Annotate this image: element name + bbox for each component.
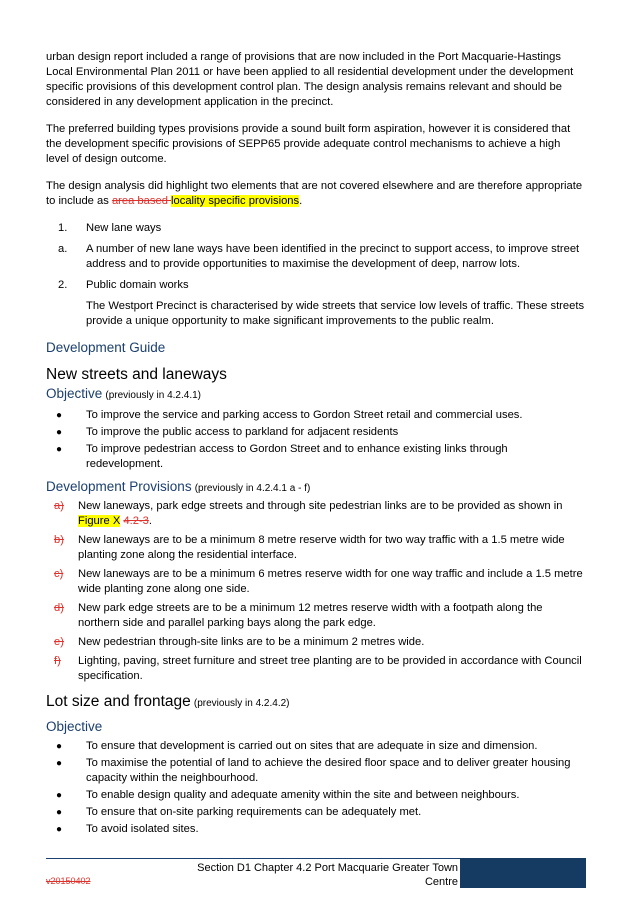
list-item: ● To ensure that development is carried out on sites that are adequate in size and dimension. <box>46 739 586 754</box>
list-item: ● To improve pedestrian access to Gordon Street and to enhance existing links through redevelopment. <box>46 442 586 472</box>
list-marker: f) <box>54 655 61 667</box>
intro-paragraph-2: The preferred building types provisions provide a sound built form aspiration, however it is considered that the development specific provisions of SEPP65 provide adequate control mechanisms to achieve a high level of design outcome. <box>46 123 571 165</box>
list-number: 2. <box>58 279 68 291</box>
list-item: f) Lighting, paving, street furniture and street tree planting are to be provided in accordance with Council specification. <box>46 654 586 684</box>
provisions-list <box>46 499 586 684</box>
provisions-heading <box>46 478 586 496</box>
p3-text: The design analysis did highlight two elements that are not covered elsewhere and are therefore appropriate to include as <box>46 180 583 207</box>
lot-heading <box>46 692 586 712</box>
lot-objective-heading: Objective <box>46 719 103 734</box>
bullet-icon: ● <box>56 444 63 455</box>
list-item: ● To maximise the potential of land to achieve the desired floor space and to deliver greater housing capacity within the neighbourhood. <box>46 756 586 786</box>
bullet-icon: ● <box>56 824 63 835</box>
footer-rule <box>46 858 460 859</box>
document-page <box>46 50 586 839</box>
public-domain-text: The Westport Precinct is characterised by wide streets that service low levels of traffic. These streets provide a unique opportunity to make significant improvements to the public realm. <box>86 300 585 327</box>
list-item-2 <box>46 278 586 293</box>
objective-note: (previously in 4.2.4.1) <box>105 390 201 401</box>
intro-paragraph-3 <box>46 179 586 209</box>
bullet-icon: ● <box>56 427 63 438</box>
provisions-label: Development Provisions <box>46 479 192 494</box>
streets-heading: New streets and laneways <box>46 366 227 383</box>
footer-color-block <box>460 858 586 888</box>
lot-objectives-list <box>46 739 586 837</box>
list-item-a <box>46 242 586 272</box>
bullet-icon: ● <box>56 410 63 421</box>
streets-objectives-list <box>46 408 586 472</box>
lot-heading-note: (previously in 4.2.4.2) <box>193 698 290 709</box>
list-marker: c) <box>54 568 64 580</box>
list-item: c) New laneways are to be a minimum 6 metres reserve width for one way traffic and include a 1.5 metre wide planting zone along one side. <box>46 567 586 597</box>
list-item: a) New laneways, park edge streets and through site pedestrian links are to be provided as shown in Figure X 4.2-3. <box>46 499 586 529</box>
list-text: New lane ways <box>86 222 162 234</box>
list-text: A number of new lane ways have been identified in the precinct to support access, to improve street address and to provide opportunities to maximise the development of deep, narrow lots. <box>86 243 580 270</box>
list-item-1 <box>46 221 586 236</box>
list-item: ● To avoid isolated sites. <box>46 822 586 837</box>
list-item: d) New park edge streets are to be a minimum 12 metres reserve width with a footpath along the northern side and parallel parking bays along the park edge. <box>46 601 586 631</box>
lot-heading-title: Lot size and frontage <box>46 693 191 710</box>
provisions-note: (previously in 4.2.4.1 a - f) <box>194 483 311 494</box>
list-number: 1. <box>58 222 68 234</box>
list-item: ● To ensure that on-site parking requirements can be adequately met. <box>46 805 586 820</box>
p3-end: . <box>299 195 303 207</box>
list-marker: d) <box>54 602 64 614</box>
tracked-deletion: 4.2-3 <box>123 515 149 527</box>
list-marker: a) <box>54 500 64 512</box>
development-guide-heading: Development Guide <box>46 340 166 355</box>
objective-label: Objective <box>46 386 103 401</box>
footer-version: v20150402 <box>46 876 91 886</box>
intro-paragraph-1: urban design report included a range of provisions that are now included in the Port Macquarie-Hastings Local Environmental Plan 2011 or have been applied to all residential development under the development specific provisions of this development control plan. The design analysis remains relevant and should be considered in any development application in the precinct. <box>46 51 574 108</box>
bullet-icon: ● <box>56 758 63 769</box>
list-letter: a. <box>58 243 68 255</box>
list-item: ● To improve the public access to parkland for adjacent residents <box>46 425 586 440</box>
figure-reference: Figure X <box>78 515 121 527</box>
list-text: Public domain works <box>86 279 189 291</box>
objective-heading <box>46 385 586 403</box>
tracked-insertion: locality specific provisions <box>171 195 300 207</box>
list-item: b) New laneways are to be a minimum 8 metre reserve width for two way traffic with a 1.5 metre wide planting zone along the residential interface. <box>46 533 586 563</box>
list-item: e) New pedestrian through-site links are to be a minimum 2 metres wide. <box>46 635 586 650</box>
list-item: ● To improve the service and parking access to Gordon Street retail and commercial uses. <box>46 408 586 423</box>
list-item: ● To enable design quality and adequate amenity within the site and between neighbours. <box>46 788 586 803</box>
bullet-icon: ● <box>56 741 63 752</box>
tracked-deletion: area based <box>111 195 172 207</box>
bullet-icon: ● <box>56 807 63 818</box>
list-marker: e) <box>54 636 64 648</box>
bullet-icon: ● <box>56 790 63 801</box>
list-marker: b) <box>54 534 64 546</box>
page-footer <box>46 858 586 892</box>
footer-section-title: Section D1 Chapter 4.2 Port Macquarie Greater Town Centre <box>197 862 458 888</box>
